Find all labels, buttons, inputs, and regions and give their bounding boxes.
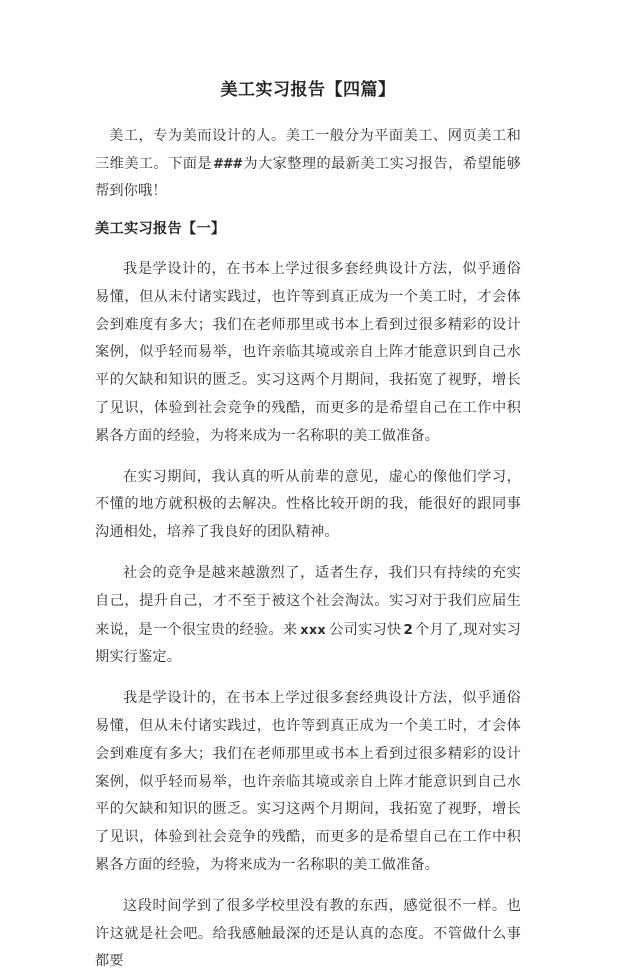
intro-paragraph xyxy=(95,123,521,206)
paragraph3-text-after-duration: 个月了,现对实习期实行鉴定。 xyxy=(95,621,521,666)
page-title: 美工实习报告【四篇】 xyxy=(220,80,396,100)
intro-text-after-redaction: 为大家整理的最新美工实习报告 xyxy=(243,155,449,172)
document-content xyxy=(95,0,521,976)
body-paragraph-1: 我是学设计的，在书本上学过很多套经典设计方法，似乎通俗易懂，但从未付诸实践过，也许等到真正成为一个美工时，才会体会到难度有多大；我们在老师那里或书本上看到过很多精彩的设计案例，似乎轻而易举，也许亲临其境或亲自上阵才能意识到自己水平的欠缺和知识的匮乏。实习这两个月期间，我拓宽了视野，增长了见识，体验到社会竞争的残酷，而更多的是希望自己在工作中积累各方面的经验，为将来成为一名称职的美工做准备。 xyxy=(95,261,521,444)
paragraph3-text-between: 公司实习快 xyxy=(329,621,402,638)
body-paragraph-2: 在实习期间，我认真的听从前辈的意见，虚心的像他们学习，不懂的地方就积极的去解决。性格比较开朗的我，能很好的跟同事沟通相处，培养了我良好的团队精神。 xyxy=(95,468,521,541)
redacted-source-mark: ### xyxy=(213,156,243,172)
body-paragraph-4: 我是学设计的，在书本上学过很多套经典设计方法，似乎通俗易懂，但从未付诸实践过，也许等到真正成为一个美工时，才会体会到难度有多大；我们在老师那里或书本上看到过很多精彩的设计案例，似乎轻而易举，也许亲临其境或亲自上阵才能意识到自己水平的欠缺和知识的匮乏。实习这两个月期间，我拓宽了视野，增长了见识，体验到社会竞争的残酷，而更多的是希望自己在工作中积累各方面的经验，为将来成为一名称职的美工做准备。 xyxy=(95,690,521,873)
intro-text-before-redaction: 美工，专为美而设计的人。美工一般分为平面美工、网页美工和三维美工。下面是 xyxy=(95,128,521,172)
body-paragraph-5: 这段时间学到了很多学校里没有教的东西，感觉很不一样。也许这就是社会吧。给我感触最深的还是认真的态度。不管做什么事都要 xyxy=(95,897,521,970)
section-heading-one: 美工实习报告【一】 xyxy=(95,220,226,237)
company-name-placeholder: xxx xyxy=(300,621,327,637)
internship-duration-value: 2 xyxy=(403,621,414,638)
intro-text-tail: ，希望能够帮到你哦！ xyxy=(95,155,521,199)
paragraph3-text-before-company: 社会的竞争是越来越激烈了，适者生存，我们只有持续的充实自己，提升自己，才不至于被这个社会淘汰。实习对于我们应届生来说，是一个很宝贵的经验。来 xyxy=(95,564,521,638)
body-paragraph-3 xyxy=(95,560,521,672)
